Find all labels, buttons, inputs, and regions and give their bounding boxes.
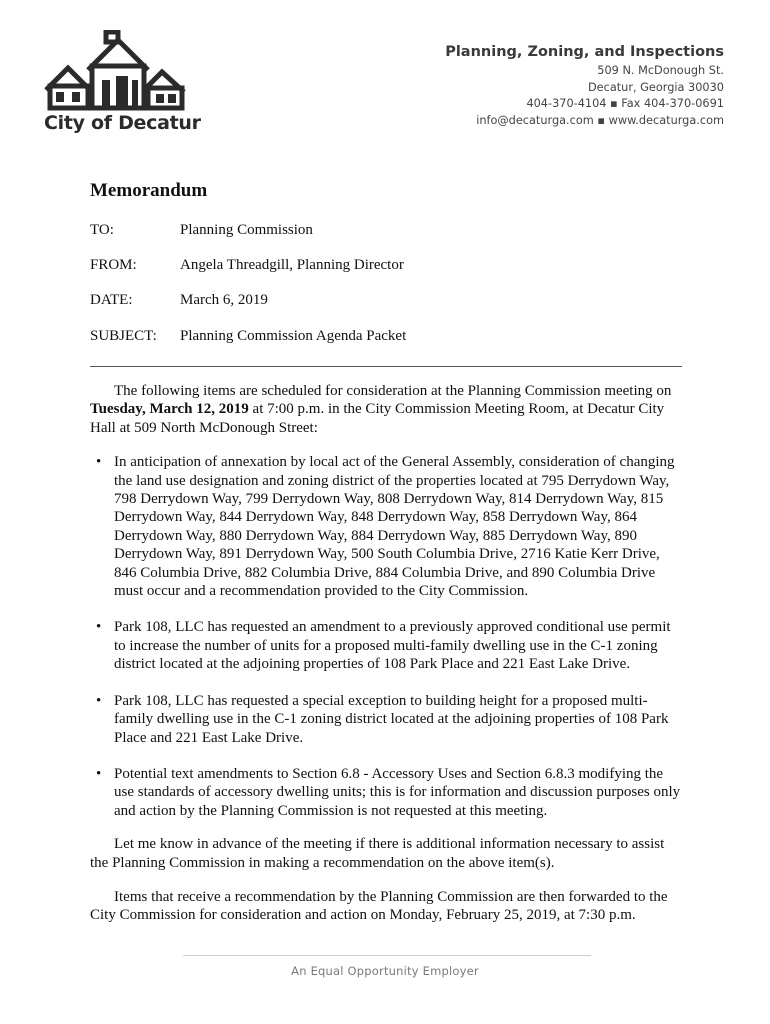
footer-text: An Equal Opportunity Employer (291, 964, 479, 978)
footer-divider (183, 955, 591, 956)
subject-label: SUBJECT: (90, 328, 157, 344)
agenda-item (90, 692, 682, 747)
agenda-item (90, 765, 682, 820)
bullet-icon: • (96, 454, 102, 471)
from-label: FROM: (90, 257, 137, 273)
department-name: Planning, Zoning, and Inspections (445, 44, 724, 60)
city-name: City of Decatur (44, 112, 201, 134)
agenda-item-text: Potential text amendments to Section 6.8 - Accessory Uses and Section 6.8.3 modifying the use standards of accessory dwelling units; this is for information and discussion purposes only and action by the Planning Commission is not requested at this meeting. (114, 765, 681, 819)
header-divider (90, 366, 682, 367)
address-line-1: 509 N. McDonough St. (597, 64, 724, 77)
to-label: TO: (90, 222, 114, 238)
email-website: info@decaturga.com ▪ www.decaturga.com (476, 113, 724, 127)
intro-text-before: The following items are scheduled for consideration at the Planning Commission meeting on (114, 383, 672, 399)
subject-value: Planning Commission Agenda Packet (180, 328, 407, 344)
city-logo (44, 30, 201, 134)
memo-body (90, 382, 682, 925)
department-contact-block (445, 44, 724, 129)
memo-title: Memorandum (90, 180, 208, 201)
closing-paragraph-1: Let me know in advance of the meeting if there is additional information necessary to assist the Planning Commission in making a recommendation on the above item(s). (90, 836, 665, 871)
bullet-icon: • (96, 692, 102, 709)
bullet-icon: • (96, 619, 102, 636)
closing-paragraph-2: Items that receive a recommendation by the Planning Commission are then forwarded to the City Commission for consideration and action on Monday, February 25, 2019, at 7:30 p.m. (90, 888, 668, 924)
agenda-item-text: Park 108, LLC has requested an amendment to a previously approved conditional use permit to increase the number of units for a proposed multi-family dwelling use in the C-1 zoning district located at the adjoining properties of 108 Park Place and 221 East Lake Drive. (114, 619, 671, 673)
meeting-date: Tuesday, March 12, 2019 (90, 401, 249, 418)
agenda-item-text: In anticipation of annexation by local act of the General Assembly, consideration of changing the land use designation and zoning district of the properties located at 795 Derrydown Way, 798 Derrydown Way, 799 Derrydown Way, 808 Derrydown Way, 814 Derrydown Way, 815 Derrydown Way, 844 Derrydown Way, 848 Derrydown Way, 858 Derrydown Way, 864 Derrydown Way, 880 Derrydown Way, 884 Derrydown Way, 885 Derrydown Way, 890 Derrydown Way, 891 Derrydown Way, 500 South Columbia Drive, 2716 Katie Kerr Drive, 846 Columbia Drive, 882 Columbia Drive, 884 Columbia Drive, and 890 Columbia Drive must occur and a recommendation provided to the City Commission. (114, 454, 675, 600)
address-line-2: Decatur, Georgia 30030 (587, 80, 724, 94)
city-buildings-icon (44, 30, 189, 112)
date-value: March 6, 2019 (180, 292, 268, 308)
intro-paragraph (90, 382, 682, 437)
phone-fax: 404-370-4104 ▪ Fax 404-370-0691 (526, 97, 724, 110)
agenda-item (90, 453, 682, 600)
agenda-item (90, 618, 682, 673)
intro-text-after: at 7:00 p.m. in the City Commission Meeting Room, at Decatur City Hall at 509 North McDonough Street: (90, 401, 665, 436)
to-value: Planning Commission (180, 222, 313, 238)
date-label: DATE: (90, 292, 133, 308)
from-value: Angela Threadgill, Planning Director (180, 257, 404, 273)
bullet-icon: • (96, 765, 102, 782)
agenda-item-text: Park 108, LLC has requested a special exception to building height for a proposed multi-family dwelling use in the C-1 zoning district located at the adjoining properties of 108 Park Place and 221 East Lake Drive. (114, 692, 669, 746)
agenda-list (90, 453, 682, 820)
